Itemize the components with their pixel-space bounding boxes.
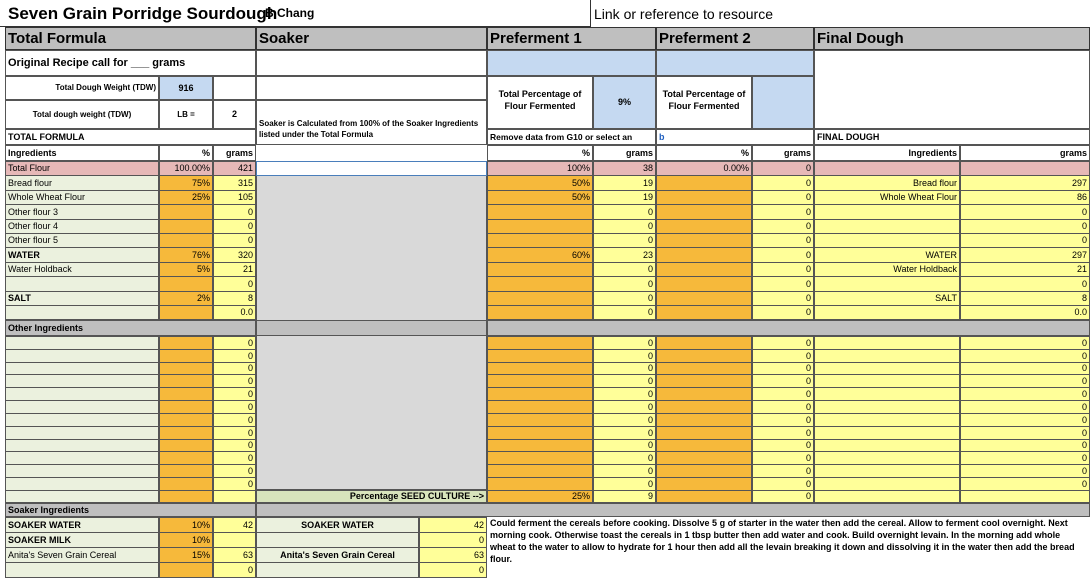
soaker-row-grams: 63 (213, 547, 256, 563)
other-ingredient-cell[interactable] (487, 387, 593, 401)
p1-col-grams: grams (593, 145, 656, 161)
soaker-row-name[interactable]: SOAKER WATER (5, 517, 159, 533)
other-ingredient-cell: 0 (960, 413, 1090, 427)
p1-row-pct[interactable]: 100% (487, 161, 593, 176)
other-ingredient-cell: 0 (593, 362, 656, 375)
p2-row-pct[interactable] (656, 233, 752, 248)
table-row-name[interactable]: Whole Wheat Flour (5, 190, 159, 205)
soaker-row-name[interactable]: Anita's Seven Grain Cereal (5, 547, 159, 563)
other-ingredient-cell: 0 (213, 349, 256, 363)
other-ingredient-cell: 0 (593, 413, 656, 427)
soaker-calc-name (256, 562, 419, 578)
soaker-row-pct[interactable]: 10% (159, 532, 213, 548)
col-ingredients: Ingredients (5, 145, 159, 161)
final-row-grams: 0.0 (960, 305, 1090, 320)
total-formula-heading: TOTAL FORMULA (5, 129, 256, 145)
other-ingredient-cell[interactable] (159, 387, 213, 401)
final-dough-heading: FINAL DOUGH (814, 129, 1090, 145)
original-recipe-label: Original Recipe call for ___ grams (5, 50, 256, 76)
soaker-row-grams (213, 532, 256, 548)
p2-row-pct[interactable] (656, 204, 752, 220)
other-ingredient-cell: 0 (752, 374, 814, 388)
p1-tpf-value[interactable]: 9% (593, 76, 656, 129)
section-soaker: Soaker (256, 27, 487, 50)
soaker-calc-name: SOAKER WATER (256, 517, 419, 533)
table-row-pct[interactable] (159, 219, 213, 234)
table-row-grams: 0 (213, 204, 256, 220)
other-ingredient-cell[interactable] (5, 451, 159, 465)
final-row-name: Bread flour (814, 175, 960, 191)
other-ingredient-cell[interactable] (487, 400, 593, 414)
table-row-name[interactable] (5, 276, 159, 292)
soaker-row-name[interactable] (5, 562, 159, 578)
seed-culture-label: Percentage SEED CULTURE --> (256, 490, 487, 503)
p2-row-grams: 0 (752, 247, 814, 263)
other-ingredient-cell[interactable] (5, 426, 159, 440)
other-ingredient-cell: 0 (213, 400, 256, 414)
other-ingredient-cell[interactable] (487, 349, 593, 363)
table-row-grams: 0 (213, 276, 256, 292)
other-ingredient-cell: 0 (752, 477, 814, 491)
other-ingredient-cell: 0 (752, 439, 814, 452)
table-row-pct[interactable]: 75% (159, 175, 213, 191)
p1-tpf-label: Total Percentage of Flour Fermented (487, 76, 593, 129)
other-ingredient-cell: 0 (960, 349, 1090, 363)
final-row-name (814, 161, 960, 176)
other-ingredient-cell (814, 400, 960, 414)
table-row-pct[interactable]: 100.00% (159, 161, 213, 176)
soaker-ingredients-heading: Soaker Ingredients (5, 503, 256, 517)
table-row-name[interactable]: Other flour 5 (5, 233, 159, 248)
p1-row-grams: 19 (593, 190, 656, 205)
p1-row-grams: 0 (593, 305, 656, 320)
other-ingredient-cell: 0 (752, 464, 814, 478)
final-row-name: WATER (814, 247, 960, 263)
p2-row-pct[interactable] (656, 305, 752, 320)
other-ingredient-cell[interactable] (487, 451, 593, 465)
p2-row-grams: 0 (752, 262, 814, 277)
p2-row-grams: 0 (752, 233, 814, 248)
other-ingredient-cell[interactable] (487, 477, 593, 491)
p2-row-grams: 0 (752, 175, 814, 191)
other-ingredient-cell: 0 (593, 464, 656, 478)
lb-label: LB = (159, 100, 213, 129)
p2-marker: b (656, 129, 814, 145)
other-ingredient-cell[interactable] (656, 477, 752, 491)
table-row-grams: 8 (213, 291, 256, 306)
other-ingredient-cell: 0 (213, 387, 256, 401)
section-preferment-1: Preferment 1 (487, 27, 656, 50)
other-ingredient-cell: 0 (593, 439, 656, 452)
final-row-name: Whole Wheat Flour (814, 190, 960, 205)
other-ingredient-cell: 0 (213, 336, 256, 350)
p1-row-pct[interactable] (487, 276, 593, 292)
final-row-grams (960, 161, 1090, 176)
other-ingredient-cell[interactable] (5, 374, 159, 388)
soaker-note: Soaker is Calculated from 100% of the Soaker Ingredients listed under the Total Formula (256, 100, 487, 145)
other-ingredient-cell: 0 (752, 362, 814, 375)
other-ingredient-cell: 0 (960, 374, 1090, 388)
other-ingredients-heading: Other Ingredients (5, 320, 256, 336)
p2-row-pct[interactable] (656, 175, 752, 191)
p1-row-pct[interactable] (487, 262, 593, 277)
final-row-name (814, 233, 960, 248)
table-row-grams: 105 (213, 190, 256, 205)
other-ingredient-cell: 0 (752, 400, 814, 414)
tdw-input[interactable]: 916 (159, 76, 213, 100)
p1-row-pct[interactable] (487, 204, 593, 220)
p1-row-pct[interactable]: 60% (487, 247, 593, 263)
soaker-row-pct[interactable] (159, 562, 213, 578)
final-row-name (814, 276, 960, 292)
other-ingredient-cell (814, 349, 960, 363)
p2-row-pct[interactable] (656, 276, 752, 292)
other-ingredient-cell[interactable] (656, 426, 752, 440)
other-ingredient-cell (814, 477, 960, 491)
p1-row-pct[interactable] (487, 233, 593, 248)
other-ingredient-cell: 0 (593, 477, 656, 491)
other-ingredient-cell: 0 (960, 426, 1090, 440)
other-ingredient-cell[interactable] (656, 336, 752, 350)
p2-row-grams: 0 (752, 190, 814, 205)
p2-row-grams: 0 (752, 291, 814, 306)
other-ingredient-cell[interactable] (159, 400, 213, 414)
p1-row-pct[interactable] (487, 219, 593, 234)
other-ingredient-cell (814, 413, 960, 427)
p1-col-pct: % (487, 145, 593, 161)
table-row-grams: 315 (213, 175, 256, 191)
p1-row-pct[interactable]: 50% (487, 190, 593, 205)
final-row-grams: 297 (960, 247, 1090, 263)
p2-row-pct[interactable] (656, 247, 752, 263)
other-ingredient-cell: 0 (593, 336, 656, 350)
final-row-name (814, 204, 960, 220)
final-row-grams: 0 (960, 219, 1090, 234)
other-ingredient-cell: 0 (593, 387, 656, 401)
other-ingredient-cell[interactable] (159, 426, 213, 440)
soaker-calc-grams: 42 (419, 517, 487, 533)
other-ingredient-cell: 0 (213, 426, 256, 440)
resource-link[interactable]: Link or reference to resource (594, 6, 773, 22)
table-row-name[interactable]: Other flour 4 (5, 219, 159, 234)
final-row-grams: 0 (960, 204, 1090, 220)
other-ingredient-cell: 0 (960, 464, 1090, 478)
p1-row-grams: 0 (593, 204, 656, 220)
table-row-name[interactable]: WATER (5, 247, 159, 263)
table-row-pct[interactable] (159, 276, 213, 292)
other-ingredient-cell[interactable] (487, 426, 593, 440)
p2-tpf-label: Total Percentage of Flour Fermented (656, 76, 752, 129)
p2-row-pct[interactable] (656, 190, 752, 205)
other-ingredient-cell: 0 (960, 387, 1090, 401)
other-ingredient-cell[interactable] (656, 400, 752, 414)
other-ingredient-cell[interactable] (5, 413, 159, 427)
other-ingredient-cell: 0 (213, 451, 256, 465)
soaker-calc-grams: 0 (419, 532, 487, 548)
other-ingredient-cell[interactable] (487, 413, 593, 427)
p1-row-grams: 0 (593, 276, 656, 292)
other-ingredient-cell[interactable] (5, 336, 159, 350)
other-ingredient-cell[interactable] (656, 374, 752, 388)
p1-row-pct[interactable]: 50% (487, 175, 593, 191)
other-ingredient-cell: 0 (960, 477, 1090, 491)
table-row-pct[interactable]: 25% (159, 190, 213, 205)
other-ingredient-cell[interactable] (159, 477, 213, 491)
table-row-grams: 0.0 (213, 305, 256, 320)
other-ingredient-cell: 0 (960, 336, 1090, 350)
other-ingredient-cell: 0 (752, 426, 814, 440)
other-ingredient-cell: 0 (960, 451, 1090, 465)
p2-row-grams: 0 (752, 204, 814, 220)
table-row-pct[interactable] (159, 204, 213, 220)
table-row-name[interactable]: SALT (5, 291, 159, 306)
other-ingredient-cell: 0 (752, 336, 814, 350)
p1-row-grams: 38 (593, 161, 656, 176)
p1-remove-note: Remove data from G10 or select an (487, 129, 656, 145)
p2-row-pct[interactable] (656, 291, 752, 306)
p1-row-grams: 0 (593, 233, 656, 248)
p2-row-pct[interactable] (656, 219, 752, 234)
soaker-row-grams: 42 (213, 517, 256, 533)
p1-row-pct[interactable] (487, 305, 593, 320)
table-row-pct[interactable] (159, 305, 213, 320)
table-row-pct[interactable] (159, 233, 213, 248)
soaker-row-name[interactable]: SOAKER MILK (5, 532, 159, 548)
other-ingredient-cell: 0 (593, 349, 656, 363)
other-ingredient-cell (814, 374, 960, 388)
table-row-grams: 0 (213, 219, 256, 234)
final-col-grams: grams (960, 145, 1090, 161)
soaker-row-pct[interactable]: 15% (159, 547, 213, 563)
section-final-dough: Final Dough (814, 27, 1090, 50)
section-preferment-2: Preferment 2 (656, 27, 814, 50)
other-ingredient-cell (814, 426, 960, 440)
p2-row-grams: 0 (752, 161, 814, 176)
soaker-calc-grams: 63 (419, 547, 487, 563)
table-row-pct[interactable]: 76% (159, 247, 213, 263)
other-ingredient-cell[interactable] (5, 387, 159, 401)
final-row-name: Water Holdback (814, 262, 960, 277)
other-ingredient-cell: 0 (213, 413, 256, 427)
final-row-name (814, 219, 960, 234)
final-row-grams: 86 (960, 190, 1090, 205)
section-total-formula: Total Formula (5, 27, 256, 50)
other-ingredient-cell[interactable] (656, 464, 752, 478)
other-ingredient-cell: 0 (213, 374, 256, 388)
soaker-selected-cell[interactable] (256, 161, 487, 176)
other-ingredient-cell: 0 (593, 400, 656, 414)
p1-row-grams: 0 (593, 262, 656, 277)
col-pct: % (159, 145, 213, 161)
p2-row-pct[interactable] (656, 262, 752, 277)
p2-col-pct: % (656, 145, 752, 161)
soaker-row-grams: 0 (213, 562, 256, 578)
other-ingredient-cell: 0 (960, 439, 1090, 452)
p1-row-pct[interactable] (487, 291, 593, 306)
p2-row-grams: 0 (752, 305, 814, 320)
final-row-grams: 297 (960, 175, 1090, 191)
final-row-grams: 8 (960, 291, 1090, 306)
other-ingredient-cell[interactable] (487, 464, 593, 478)
other-ingredient-cell[interactable] (5, 400, 159, 414)
soaker-calc-grams: 0 (419, 562, 487, 578)
p1-row-grams: 0 (593, 291, 656, 306)
p2-tpf-input[interactable] (752, 76, 814, 129)
other-ingredient-cell[interactable] (656, 413, 752, 427)
table-row-grams: 320 (213, 247, 256, 263)
table-row-name[interactable]: Bread flour (5, 175, 159, 191)
other-ingredient-cell[interactable] (487, 336, 593, 350)
other-ingredient-cell[interactable] (656, 349, 752, 363)
other-ingredient-cell: 0 (213, 439, 256, 452)
other-ingredient-cell: 0 (593, 374, 656, 388)
other-ingredient-cell[interactable] (5, 464, 159, 478)
author-name: B Chang (265, 6, 315, 20)
final-row-grams: 21 (960, 262, 1090, 277)
other-ingredient-cell: 0 (960, 400, 1090, 414)
other-ingredient-cell[interactable] (656, 451, 752, 465)
other-ingredient-cell[interactable] (656, 387, 752, 401)
other-ingredient-cell (814, 451, 960, 465)
soaker-calc-name: Anita's Seven Grain Cereal (256, 547, 419, 563)
final-row-name (814, 305, 960, 320)
other-ingredient-cell (814, 336, 960, 350)
other-ingredient-cell[interactable] (159, 451, 213, 465)
table-row-pct[interactable]: 5% (159, 262, 213, 277)
other-ingredient-cell: 0 (960, 362, 1090, 375)
final-row-grams: 0 (960, 276, 1090, 292)
other-ingredient-cell[interactable] (159, 413, 213, 427)
p2-col-grams: grams (752, 145, 814, 161)
table-row-pct[interactable]: 2% (159, 291, 213, 306)
final-col-ingredients: Ingredients (814, 145, 960, 161)
other-ingredient-cell[interactable] (159, 374, 213, 388)
p2-row-grams: 0 (752, 219, 814, 234)
p1-seed-grams: 9 (593, 490, 656, 503)
other-ingredient-cell[interactable] (5, 477, 159, 491)
lb-value[interactable]: 2 (213, 100, 256, 129)
p2-row-grams: 0 (752, 276, 814, 292)
other-ingredient-cell[interactable] (159, 349, 213, 363)
soaker-row-pct[interactable]: 10% (159, 517, 213, 533)
other-ingredient-cell: 0 (752, 413, 814, 427)
table-row-name[interactable]: Other flour 3 (5, 204, 159, 220)
other-ingredient-cell[interactable] (487, 374, 593, 388)
table-row-name[interactable]: Water Holdback (5, 262, 159, 277)
other-ingredient-cell: 0 (213, 477, 256, 491)
other-ingredient-cell[interactable] (159, 464, 213, 478)
other-ingredient-cell[interactable] (5, 349, 159, 363)
table-row-grams: 21 (213, 262, 256, 277)
tdw-lb-label: Total dough weight (TDW) (5, 100, 159, 129)
other-ingredient-cell: 0 (593, 426, 656, 440)
tdw-label: Total Dough Weight (TDW) (5, 76, 159, 100)
final-row-grams: 0 (960, 233, 1090, 248)
col-grams: grams (213, 145, 256, 161)
table-row-name[interactable] (5, 305, 159, 320)
p1-seed-pct[interactable]: 25% (487, 490, 593, 503)
final-row-name: SALT (814, 291, 960, 306)
recipe-title: Seven Grain Porridge Sourdough (8, 4, 278, 23)
table-row-grams: 421 (213, 161, 256, 176)
other-ingredient-cell: 0 (752, 451, 814, 465)
other-ingredient-cell (814, 387, 960, 401)
soaker-calc-name (256, 532, 419, 548)
other-ingredient-cell: 0 (752, 387, 814, 401)
other-ingredient-cell (814, 464, 960, 478)
table-row-grams: 0 (213, 233, 256, 248)
p1-row-grams: 23 (593, 247, 656, 263)
other-ingredient-cell: 0 (213, 362, 256, 375)
table-row-name[interactable]: Total Flour (5, 161, 159, 176)
p2-seed-grams: 0 (752, 490, 814, 503)
other-ingredient-cell: 0 (752, 349, 814, 363)
method-note: Could ferment the cereals before cooking. Dissolve 5 g of starter in the water then add the cereal. Allow to ferment cool overnight. Next morning cook. Otherwise toast the cereals in 1 tbsp butter then add water and cook. Build overnight levain. In the morning add whole wheat to the water to allow to hydrate for 1 hour then add all the levain breaking it down and dissolving it in the water then add the bread flour. (490, 518, 1075, 564)
other-ingredient-cell[interactable] (159, 336, 213, 350)
other-ingredient-cell: 0 (593, 451, 656, 465)
p1-row-grams: 19 (593, 175, 656, 191)
p2-row-pct[interactable]: 0.00% (656, 161, 752, 176)
p1-row-grams: 0 (593, 219, 656, 234)
other-ingredient-cell: 0 (213, 464, 256, 478)
